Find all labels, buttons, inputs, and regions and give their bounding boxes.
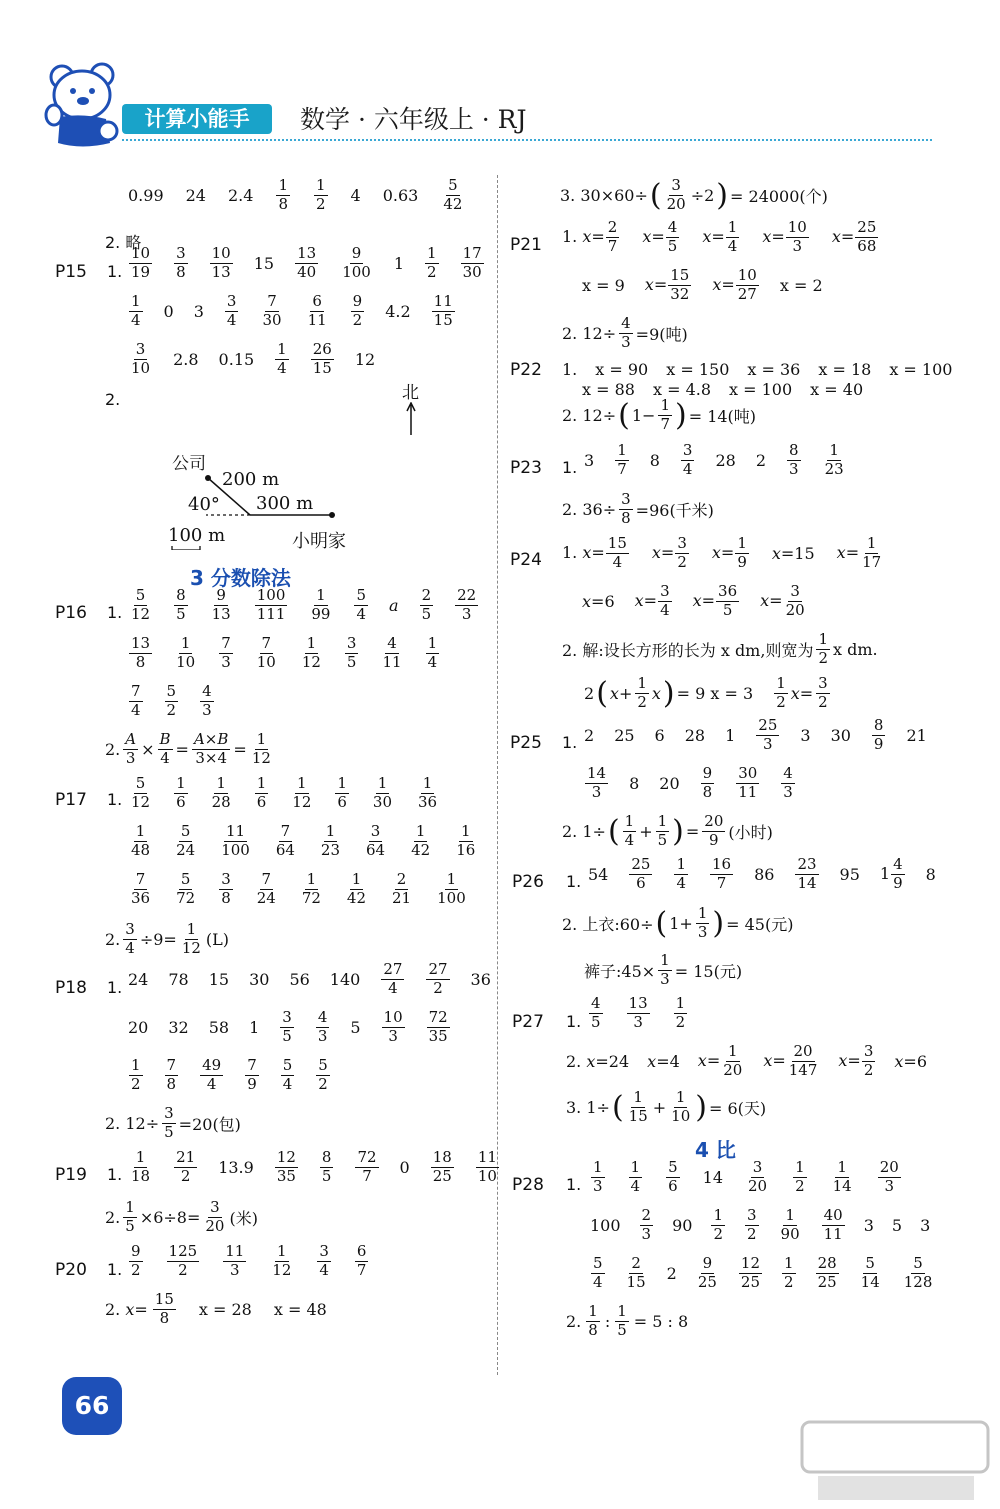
p22-q2: 2. 12÷ ( 1− $\frac{1}{7}$ ) = 14(吨)	[562, 396, 757, 433]
p16-row-1	[128, 588, 479, 623]
answer-fraction: $\frac{1}{2}$	[784, 1254, 794, 1291]
answer-fraction: $\frac{1}{6}$	[256, 774, 267, 811]
answer-fraction: $\frac{1}{10}$	[176, 634, 196, 671]
answer-value: 140	[329, 969, 361, 989]
answer-value: 25	[614, 725, 635, 745]
p26-row-1: 54 $\frac{25}{6}$ $\frac{1}{4}$ $\frac{16}{7}$ 86 $\frac{23}{14}$ 95 1 $\frac{4}{9}$ 8	[588, 855, 936, 892]
answer-fraction: $\frac{1}{18}$	[131, 1148, 151, 1185]
p26-q2a: 2. 上衣:60÷ ( 1+ $\frac{1}{3}$ ) = 45(元)	[562, 904, 794, 941]
bear-mascot-icon	[40, 55, 125, 150]
answer-fraction: $\frac{3}{2}$	[747, 1206, 757, 1243]
p27-q2: 2. x=24 x=4 x= $\frac{1}{20}$ x= $\frac{20}{147}$ x= $\frac{3}{2}$ x=6	[566, 1042, 927, 1079]
p28-row-2	[590, 1208, 930, 1243]
answer-fraction: $\frac{6}{7}$	[356, 1242, 367, 1279]
answer-fraction: $\frac{1}{8}$	[278, 176, 288, 213]
answer-value: 95	[839, 864, 860, 884]
answer-fraction: $\frac{5}{12}$	[131, 774, 151, 811]
scale-label: 100 m	[168, 525, 226, 546]
answer-value: 3	[193, 301, 204, 321]
answer-value: 0	[163, 301, 174, 321]
answer-fraction: $\frac{11}{15}$	[433, 292, 453, 329]
answer-fraction: $\frac{13}{3}$	[628, 994, 648, 1031]
q1-number: 1.	[566, 1012, 582, 1031]
p24-row-1: 1. x= $\frac{15}{4}$ x= $\frac{3}{2}$ x= $\frac{1}{9}$ x=15 x= $\frac{1}{17}$	[562, 534, 882, 571]
p17-label: P17	[55, 790, 87, 810]
p28-row-3	[590, 1256, 935, 1291]
answer-fraction: $\frac{20}{3}$	[879, 1158, 899, 1195]
answer-value: 14	[702, 1167, 723, 1187]
answer-fraction: $\frac{4}{3}$	[202, 682, 212, 719]
answer-fraction: $\frac{5}{128}$	[903, 1254, 933, 1291]
p17-q2: 2. $\frac{3}{4}$ ÷9= $\frac{1}{12}$ (L)	[105, 920, 230, 957]
answer-fraction: $\frac{3}{4}$	[226, 292, 237, 329]
series-badge: 计算小能手	[122, 104, 272, 134]
q1-number: 1.	[562, 733, 578, 752]
answer-fraction: $\frac{4}{11}$	[382, 634, 402, 671]
answer-fraction: $\frac{1}{6}$	[337, 774, 347, 811]
p22-label: P22	[510, 360, 542, 380]
answer-fraction: $\frac{12}{35}$	[276, 1148, 296, 1185]
answer-fraction: $\frac{1}{4}$	[630, 1158, 641, 1195]
answer-fraction: $\frac{5}{2}$	[318, 1056, 328, 1093]
answer-value: 78	[168, 969, 189, 989]
column-divider	[497, 175, 498, 1375]
answer-value: 56	[289, 969, 310, 989]
answer-fraction: $\frac{7}{9}$	[247, 1056, 257, 1093]
answer-fraction: $\frac{7}{10}$	[256, 634, 276, 671]
answer-fraction: $\frac{1}{6}$	[176, 774, 186, 811]
header-rule	[122, 139, 932, 141]
p17-row-1	[128, 776, 440, 811]
answer-value: 8	[629, 773, 640, 793]
answer-value: 8	[649, 450, 660, 470]
answer-value: 28	[684, 725, 706, 745]
p21-row-2: x = 9 x= $\frac{15}{32}$ x= $\frac{10}{27}$ x = 2	[582, 266, 823, 303]
answer-fraction: $\frac{5}{6}$	[668, 1158, 678, 1195]
answer-fraction: $\frac{14}{3}$	[587, 764, 607, 801]
answer-fraction: $\frac{2}{21}$	[392, 870, 412, 907]
p18-row-2	[128, 1010, 451, 1045]
answer-fraction: $\frac{12}{25}$	[740, 1254, 761, 1291]
p20-label: P20	[55, 1260, 87, 1280]
answer-fraction: $\frac{25}{6}$	[631, 855, 651, 892]
answer-value: 86	[754, 864, 775, 884]
answer-fraction: $\frac{17}{30}$	[462, 244, 482, 281]
p26-q2b: 裤子:45× $\frac{1}{3}$ = 15(元)	[584, 951, 743, 988]
answer-fraction: $\frac{5}{4}$	[282, 1056, 293, 1093]
answer-fraction: $\frac{9}{100}$	[342, 244, 371, 281]
answer-fraction: $\frac{2}{5}$	[421, 586, 432, 623]
answer-value: 30	[249, 969, 270, 989]
p15-q2-label: 2.	[105, 390, 121, 409]
answer-value: 20	[659, 773, 680, 793]
answer-fraction: $\frac{1}{42}$	[411, 822, 431, 859]
p18-row-1	[128, 962, 491, 997]
p22-row-1: 1. x = 90 x = 150 x = 36 x = 18 x = 100	[562, 360, 953, 379]
answer-value: 4	[350, 185, 361, 205]
p20-row-1	[128, 1244, 369, 1279]
answer-fraction: $\frac{21}{2}$	[176, 1148, 196, 1185]
p25-q2: 2. 1÷ ( 1 4 + $\frac{1}{5}$ ) = $\frac{20}{9}$ (小时)	[562, 812, 773, 849]
answer-fraction: $\frac{5}{12}$	[131, 586, 151, 623]
p27-label: P27	[512, 1012, 544, 1032]
answer-fraction: $\frac{22}{3}$	[457, 586, 477, 623]
answer-fraction: $\frac{5}{14}$	[860, 1254, 880, 1291]
p21-label: P21	[510, 235, 542, 255]
answer-fraction: $\frac{1}{28}$	[211, 774, 231, 811]
answer-fraction: $\frac{9}{2}$	[352, 292, 363, 329]
answer-value: 15	[208, 969, 230, 989]
q1-number: 1.	[107, 978, 123, 997]
p24-q2-equation: 2 ( x+ $\frac{1}{2}$ x ) = 9 x = 3 1 2 x= $\frac{3}{2}$	[584, 674, 828, 711]
p23-label: P23	[510, 458, 542, 478]
angle-label: 40°	[188, 494, 220, 515]
answer-fraction: $\frac{9}{25}$	[697, 1254, 717, 1291]
p15-row-2	[128, 294, 456, 329]
answer-fraction: $\frac{49}{4}$	[202, 1056, 222, 1093]
answer-fraction: $\frac{11}{10}$	[477, 1148, 497, 1185]
answer-fraction: $\frac{4}{5}$	[591, 994, 601, 1031]
p28-row-1	[590, 1160, 902, 1195]
answer-fraction: $\frac{1}{36}$	[418, 774, 438, 811]
answer-fraction: $\frac{10}{13}$	[211, 244, 231, 281]
answer-fraction: $\frac{1}{14}$	[832, 1158, 852, 1195]
q1-number: 1.	[107, 262, 123, 281]
answer-value: 3	[800, 725, 811, 745]
answer-fraction: $\frac{5}{4}$	[593, 1254, 603, 1291]
answer-fraction: $\frac{25}{3}$	[758, 716, 778, 753]
answer-value: 15	[253, 253, 275, 273]
answer-fraction: $\frac{13}{40}$	[297, 244, 317, 281]
answer-fraction: $\frac{1}{30}$	[372, 774, 393, 811]
p23-row-1	[584, 443, 847, 478]
p16-label: P16	[55, 603, 87, 623]
answer-value: 0.63	[382, 185, 419, 205]
answer-fraction: $\frac{1}{16}$	[456, 822, 476, 859]
answer-fraction: $\frac{27}{4}$	[383, 960, 403, 997]
answer-fraction: $\frac{5}{72}$	[176, 870, 196, 907]
answer-fraction: $\frac{7}{8}$	[166, 1056, 177, 1093]
p14-answer-row	[128, 178, 465, 213]
answer-fraction: $\frac{72}{35}$	[428, 1008, 448, 1045]
answer-fraction: $\frac{1}{48}$	[131, 822, 151, 859]
answer-value: 0	[399, 1157, 410, 1177]
q1-number: 1.	[107, 1260, 123, 1279]
answer-value: 5	[350, 1017, 361, 1037]
answer-value: 54	[588, 864, 609, 884]
p27-row-1	[588, 996, 688, 1031]
answer-fraction: $\frac{28}{25}$	[817, 1254, 837, 1291]
answer-fraction: $\frac{1}{23}$	[824, 441, 844, 478]
answer-fraction: $\frac{1}{4}$	[427, 634, 438, 671]
answer-fraction: $\frac{11}{100}$	[221, 822, 250, 859]
answer-fraction: $\frac{1}{99}$	[311, 586, 331, 623]
answer-value: 2.4	[227, 185, 254, 205]
answer-fraction: $\frac{125}{2}$	[168, 1242, 198, 1279]
answer-value: 28	[715, 450, 736, 470]
answer-fraction: $\frac{1}{72}$	[301, 870, 321, 907]
north-arrow-icon	[405, 402, 417, 436]
answer-fraction: $\frac{5}{42}$	[443, 176, 463, 213]
answer-fraction: $\frac{7}{24}$	[256, 870, 276, 907]
answer-fraction: $\frac{6}{11}$	[307, 292, 327, 329]
answer-fraction: $\frac{1}{42}$	[346, 870, 367, 907]
answer-fraction: $\frac{4}{3}$	[783, 764, 793, 801]
answer-fraction: $\frac{3}{5}$	[346, 634, 357, 671]
section-4-title: 4 比	[695, 1138, 736, 1162]
p17-row-3	[128, 872, 469, 907]
answer-value: 1	[725, 725, 736, 745]
answer-fraction: $\frac{8}{9}$	[873, 716, 884, 753]
p21-row-1: 1. x= $\frac{2}{7}$ x= $\frac{4}{5}$ x= $\frac{1}{4}$ x= $\frac{10}{3}$ x= $\frac{25}{68}$	[562, 218, 877, 255]
p17-row-2	[128, 824, 478, 859]
p19-row-1	[128, 1150, 500, 1185]
p19-q2: 2. $\frac{1}{5}$ ×6÷8= $\frac{3}{20}$ (米)	[105, 1198, 258, 1235]
answer-fraction: $\frac{1}{4}$	[277, 340, 287, 377]
home-label: 小明家	[292, 531, 346, 552]
answer-fraction: $\frac{23}{14}$	[797, 855, 817, 892]
answer-fraction: $\frac{40}{11}$	[823, 1206, 843, 1243]
answer-fraction: $\frac{3}{4}$	[319, 1242, 329, 1279]
answer-fraction: $\frac{27}{2}$	[428, 960, 448, 997]
p21-q2: 2. 12÷ $\frac{4}{3}$ =9(吨)	[562, 314, 688, 351]
p19-label: P19	[55, 1165, 87, 1185]
p25-label: P25	[510, 733, 542, 753]
p27-q3: 3. 1÷ ( 1 15 + $\frac{1}{10}$ ) = 6(天)	[566, 1088, 767, 1125]
p22-row-2: x = 88 x = 4.8 x = 100 x = 40	[582, 380, 864, 399]
answer-value: 36	[470, 969, 491, 989]
answer-fraction: $\frac{100}{111}$	[256, 586, 286, 623]
answer-fraction: $\frac{8}{5}$	[176, 586, 186, 623]
answer-value: 6	[654, 725, 665, 745]
answer-value: 0.15	[218, 349, 255, 369]
answer-fraction: $\frac{1}{12}$	[272, 1242, 292, 1279]
distance-300: 300 m	[256, 493, 314, 514]
answer-fraction: $\frac{3}{8}$	[221, 870, 231, 907]
answer-fraction: $\frac{11}{3}$	[225, 1242, 245, 1279]
p16-row-3	[128, 684, 215, 719]
p18-row-3	[128, 1058, 331, 1093]
p18-q2: 2. 12÷ $\frac{3}{5}$ =20(包)	[105, 1104, 241, 1141]
answer-fraction: $\frac{5}{24}$	[176, 822, 196, 859]
answer-fraction: $\frac{13}{8}$	[131, 634, 151, 671]
answer-value: 3	[863, 1215, 874, 1235]
answer-value: 20	[128, 1017, 149, 1037]
q1-number: 1.	[566, 1175, 582, 1194]
answer-fraction: $\frac{1}{2}$	[795, 1158, 805, 1195]
answer-fraction: $\frac{1}{90}$	[780, 1206, 800, 1243]
answer-fraction: $\frac{8}{3}$	[789, 441, 799, 478]
q1-number: 1.	[107, 603, 123, 622]
answer-fraction: $\frac{1}{3}$	[593, 1158, 603, 1195]
answer-fraction: $\frac{72}{7}$	[357, 1148, 377, 1185]
answer-fraction: $\frac{1}{12}$	[301, 634, 321, 671]
answer-fraction: $\frac{1}{4}$	[676, 855, 686, 892]
answer-value: 5	[891, 1215, 903, 1235]
answer-fraction: $\frac{3}{8}$	[176, 244, 186, 281]
q1-number: 1.	[562, 458, 578, 477]
answer-fraction: $\frac{7}{64}$	[275, 822, 295, 859]
answer-fraction: $\frac{1}{100}$	[437, 870, 466, 907]
answer-value: 2	[755, 450, 767, 470]
distance-200: 200 m	[222, 469, 280, 490]
answer-fraction: $\frac{16}{7}$	[712, 855, 732, 892]
answer-fraction: $\frac{30}{11}$	[738, 764, 758, 801]
answer-fraction: $\frac{4}{3}$	[317, 1008, 328, 1045]
answer-fraction: $\frac{2}{3}$	[641, 1206, 652, 1243]
answer-fraction: $\frac{1}{2}$	[315, 176, 326, 213]
answer-fraction: $\frac{18}{25}$	[432, 1148, 452, 1185]
p15-row-1	[128, 246, 485, 281]
answer-value: 4.2	[385, 301, 411, 321]
answer-fraction: $\frac{7}{36}$	[131, 870, 151, 907]
answer-fraction: $\frac{1}{2}$	[675, 994, 686, 1031]
p18-label: P18	[55, 978, 87, 998]
answer-value: 100	[590, 1215, 621, 1235]
answer-fraction: $\frac{10}{3}$	[383, 1008, 403, 1045]
answer-fraction: $\frac{3}{5}$	[282, 1008, 292, 1045]
answer-fraction: $\frac{1}{23}$	[320, 822, 341, 859]
answer-fraction: $\frac{9}{13}$	[211, 586, 231, 623]
p15-label: P15	[55, 262, 87, 282]
answer-fraction: $\frac{7}{3}$	[221, 634, 231, 671]
section-3-title: 3 分数除法	[190, 566, 291, 590]
p16-row-2	[128, 636, 440, 671]
q1-number: 1.	[107, 790, 123, 809]
answer-value: 1	[393, 253, 405, 273]
answer-fraction: $\frac{1}{12}$	[292, 774, 312, 811]
q1-number: 1.	[107, 1165, 123, 1184]
p16-q2: 2. $\frac{A}{3}$ × $\frac{B}{4}$ = $\frac{A\times B}{3\times 4}$ = $\frac{1}{12}$	[105, 730, 271, 767]
answer-fraction: $\frac{9}{2}$	[131, 1242, 141, 1279]
answer-fraction: $\frac{7}{30}$	[262, 292, 282, 329]
p15-row-3	[128, 342, 375, 377]
answer-value: a	[389, 595, 399, 615]
page-number: 66	[62, 1377, 122, 1435]
answer-value: 21	[906, 725, 927, 745]
answer-value: 3	[920, 1215, 931, 1235]
p24-row-2: x=6 x= $\frac{3}{4}$ x= $\frac{36}{5}$ x= $\frac{3}{20}$	[582, 582, 805, 619]
answer-value: 30	[830, 725, 851, 745]
answer-fraction: $\frac{1}{7}$	[617, 441, 627, 478]
watermark-logo	[800, 1418, 990, 1503]
answer-fraction: $\frac{8}{5}$	[321, 1148, 332, 1185]
answer-value: 2.8	[173, 349, 199, 369]
answer-fraction: $\frac{3}{4}$	[682, 441, 693, 478]
answer-value: 2	[584, 725, 595, 745]
answer-fraction: $\frac{26}{15}$	[312, 340, 332, 377]
p28-q2: 2. 1 8 : $\frac{1}{5}$ = 5 : 8	[566, 1302, 689, 1339]
p24-label: P24	[510, 550, 542, 570]
company-label: 公司	[172, 454, 206, 474]
p28-label: P28	[512, 1175, 544, 1195]
p25-row-2	[584, 766, 796, 801]
answer-value: 24	[185, 185, 206, 205]
p24-q2: 2. 解:设长方形的长为 x dm,则宽为 1 2 x dm.	[562, 630, 878, 667]
p25-row-1	[584, 718, 927, 753]
answer-fraction: $\frac{2}{15}$	[626, 1254, 646, 1291]
answer-value: 32	[168, 1017, 189, 1037]
answer-value: 90	[672, 1215, 693, 1235]
north-label: 北	[402, 383, 419, 403]
answer-value: 12	[354, 349, 376, 369]
p14-q2: 2. 略	[105, 233, 142, 252]
answer-value: 58	[208, 1017, 230, 1037]
answer-value: 24	[128, 969, 149, 989]
answer-fraction: $\frac{5}{2}$	[166, 682, 177, 719]
answer-fraction: $\frac{3}{64}$	[366, 822, 386, 859]
answer-fraction: $\frac{1}{2}$	[713, 1206, 723, 1243]
answer-value: 3	[584, 450, 595, 470]
answer-fraction: $\frac{10}{19}$	[131, 244, 151, 281]
answer-fraction: $\frac{7}{4}$	[131, 682, 141, 719]
q1-number: 1.	[566, 872, 582, 891]
answer-fraction: $\frac{5}{4}$	[356, 586, 367, 623]
answer-value: 13.9	[218, 1157, 254, 1177]
p20-q2: 2. x= $\frac{15}{8}$ x = 28 x = 48	[105, 1290, 327, 1327]
book-title: 数学 · 六年级上 · RJ	[300, 105, 527, 134]
answer-value: 0.99	[128, 185, 164, 205]
answer-fraction: $\frac{1}{2}$	[427, 244, 437, 281]
answer-fraction: $\frac{3}{10}$	[131, 340, 151, 377]
p23-q2: 2. 36÷ $\frac{3}{8}$ =96(千米)	[562, 490, 714, 527]
answer-value: 2	[666, 1263, 677, 1283]
answer-fraction: $\frac{1}{4}$	[131, 292, 141, 329]
p26-label: P26	[512, 872, 544, 892]
p20-q3: 3. 30×60÷ ( $\frac{3}{20}$ ÷2 ) = 24000(个)	[560, 176, 828, 213]
answer-fraction: $\frac{9}{8}$	[702, 764, 713, 801]
answer-value: 1	[249, 1017, 260, 1037]
answer-fraction: $\frac{3}{20}$	[748, 1158, 768, 1195]
answer-fraction: $\frac{1}{2}$	[131, 1056, 141, 1093]
